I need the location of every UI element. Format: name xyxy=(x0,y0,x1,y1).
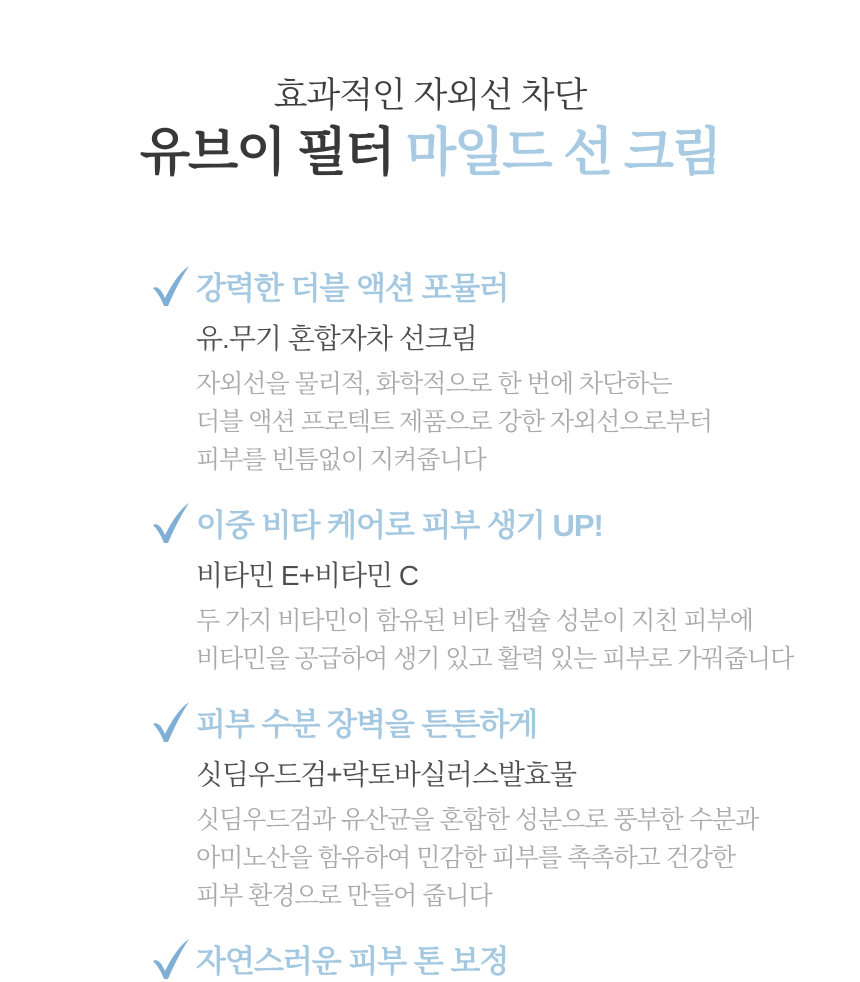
section-heading: 강력한 더블 액션 포뮬러 xyxy=(196,271,509,306)
section-body-line: 자외선을 물리적, 화학적으로 한 번에 차단하는 xyxy=(196,370,672,398)
section-body-line: 피부를 빈틈없이 지켜줍니다 xyxy=(196,446,486,474)
section-body xyxy=(196,602,800,678)
section-heading-row xyxy=(150,270,800,308)
checkmark-icon xyxy=(150,264,192,308)
section-heading-row xyxy=(150,706,800,744)
section-content xyxy=(196,758,800,915)
section-subtitle: 유.무기 혼합자차 선크림 xyxy=(196,323,477,354)
section-body xyxy=(196,801,800,915)
feature-section xyxy=(150,943,800,981)
section-heading-row xyxy=(150,507,800,545)
section-body xyxy=(196,365,800,479)
section-heading-row xyxy=(150,943,800,981)
checkmark-icon-box xyxy=(150,700,196,744)
section-body-line: 더블 액션 프로텍트 제품으로 강한 자외선으로부터 xyxy=(196,408,712,436)
section-subtitle: 비타민 E+비타민 C xyxy=(196,560,419,591)
checkmark-icon xyxy=(150,937,192,981)
checkmark-icon-box xyxy=(150,937,196,981)
product-title-dark: 유브이 필터 xyxy=(139,124,406,182)
product-title xyxy=(0,124,860,182)
section-body-line: 비타민을 공급하여 생기 있고 활력 있는 피부로 가꿔줍니다 xyxy=(196,645,794,673)
feature-section xyxy=(150,270,800,479)
section-body-line: 두 가지 비타민이 함유된 비타 캡슐 성분이 지친 피부에 xyxy=(196,607,753,635)
header xyxy=(0,0,860,182)
feature-section xyxy=(150,706,800,915)
checkmark-icon-box xyxy=(150,264,196,308)
section-subtitle: 싯딤우드검+락토바실러스발효물 xyxy=(196,759,577,790)
section-content xyxy=(196,322,800,479)
section-heading: 이중 비타 케어로 피부 생기 UP! xyxy=(196,508,603,543)
checkmark-icon xyxy=(150,501,192,545)
section-heading: 피부 수분 장벽을 튼튼하게 xyxy=(196,707,538,742)
feature-section xyxy=(150,507,800,678)
checkmark-icon-box xyxy=(150,501,196,545)
section-heading: 자연스러운 피부 톤 보정 xyxy=(196,944,509,979)
checkmark-icon xyxy=(150,700,192,744)
header-tagline: 효과적인 자외선 차단 xyxy=(273,76,587,115)
section-body-line: 피부 환경으로 만들어 줍니다 xyxy=(196,882,492,910)
product-title-accent: 마일드 선 크림 xyxy=(405,124,721,182)
section-content xyxy=(196,559,800,678)
section-body-line: 아미노산을 함유하여 민감한 피부를 촉촉하고 건강한 xyxy=(196,844,736,872)
feature-sections xyxy=(0,270,860,981)
section-body-line: 싯딤우드검과 유산균을 혼합한 성분으로 풍부한 수분과 xyxy=(196,806,759,834)
